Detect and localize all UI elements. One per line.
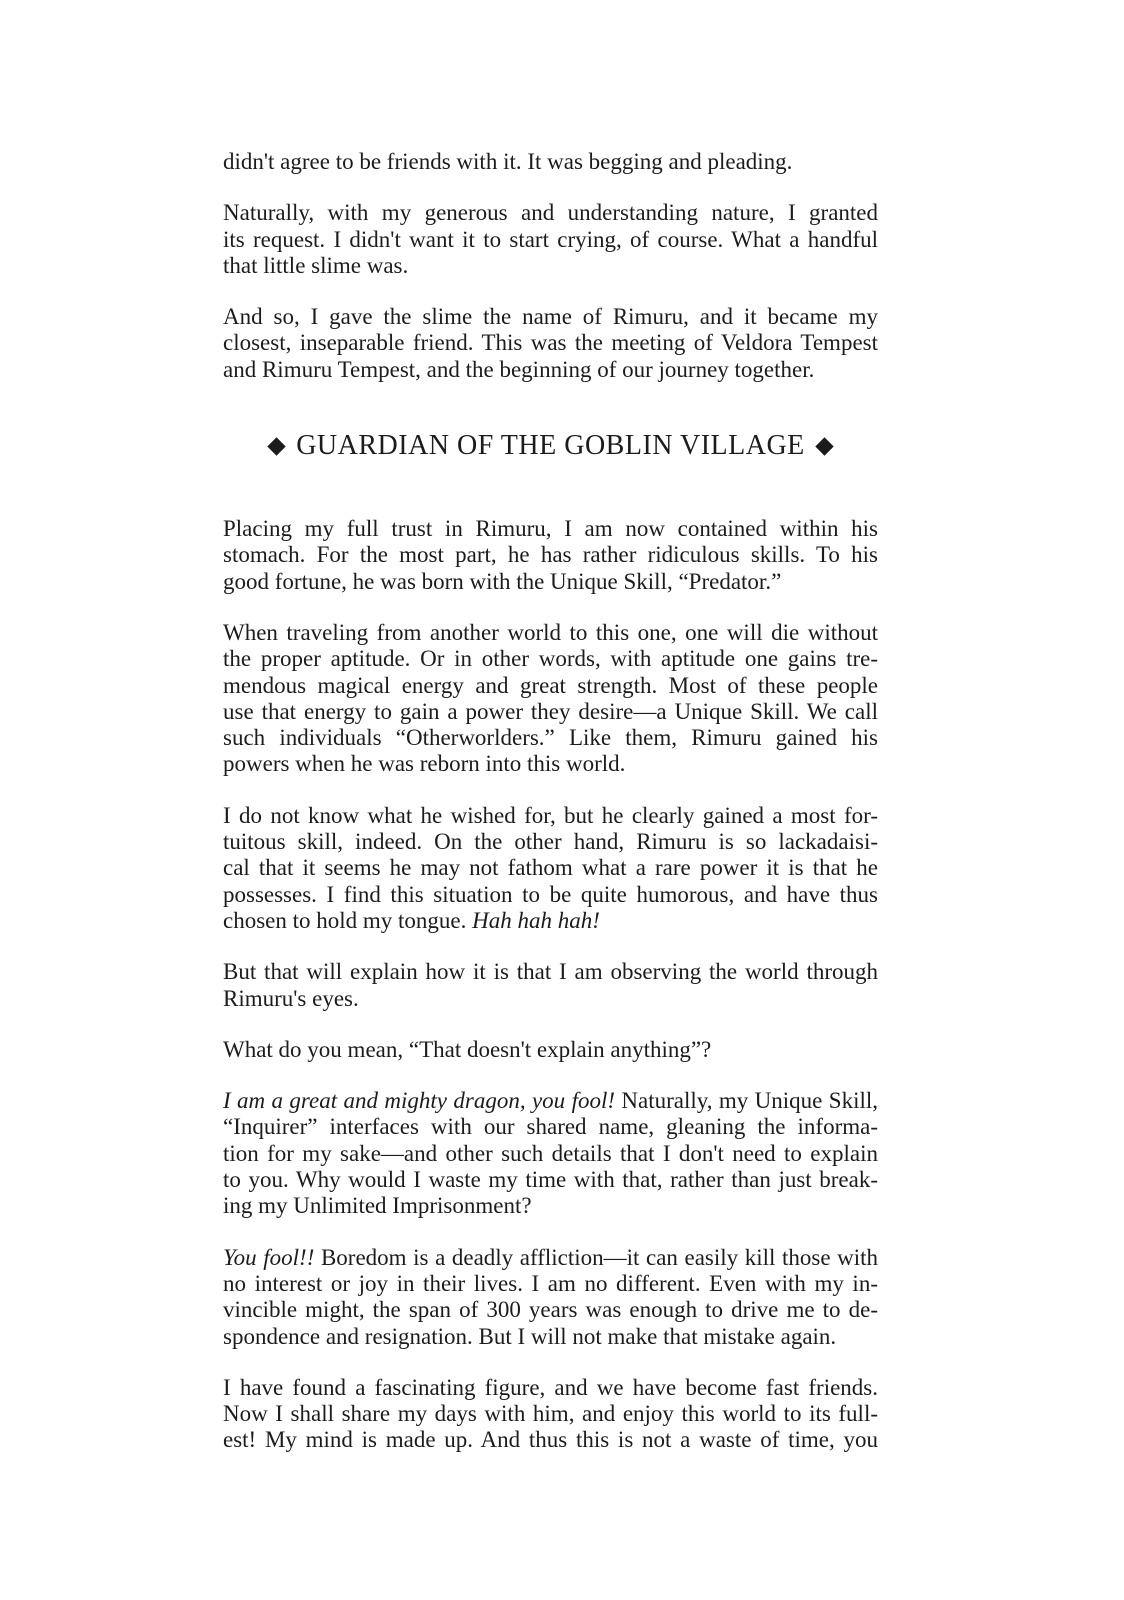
text-line: [223, 1037, 878, 1063]
text-line: [223, 1271, 878, 1297]
text-segment: tuitous skill, indeed. On the other hand, Rimuru is so lackadaisi-: [223, 829, 878, 855]
text-segment: Placing my full trust in Rimuru, I am now contained within his: [223, 516, 878, 542]
text-segment: stomach. For the most part, he has rather ridiculous skills. To his: [223, 542, 878, 568]
paragraph: [223, 1375, 878, 1454]
text-line: [223, 751, 878, 777]
text-line: [223, 253, 878, 279]
text-line: [223, 882, 878, 908]
text-line: [223, 803, 878, 829]
text-segment: didn't agree to be friends with it. It was begging and pleading.: [223, 149, 793, 174]
italic-text-segment: I am a great and mighty dragon, you fool!: [223, 1088, 616, 1114]
text-line: [223, 673, 878, 699]
text-segment: chosen to hold my tongue.: [223, 907, 473, 933]
text-line: [223, 357, 878, 383]
text-line: [223, 1167, 878, 1193]
text-line: [223, 304, 878, 330]
text-segment: But that will explain how it is that I am observing the world through: [223, 959, 878, 985]
section-heading-text: GUARDIAN OF THE GOBLIN VILLAGE: [296, 430, 805, 462]
text-segment: est! My mind is made up. And thus this is not a waste of time, you: [223, 1427, 878, 1453]
text-segment: powers when he was reborn into this world.: [223, 751, 626, 777]
text-segment: use that energy to gain a power they desire—a Unique Skill. We call: [223, 698, 878, 724]
text-segment: mendous magical energy and great strength. Most of these people: [223, 672, 878, 698]
text-line: [223, 330, 878, 356]
page-text: [223, 149, 878, 1479]
text-line: [223, 1141, 878, 1167]
text-segment: tion for my sake—and other such details that I don't need to explain: [223, 1140, 878, 1166]
paragraph: [223, 304, 878, 383]
text-line: [223, 1114, 878, 1140]
paragraph: [223, 959, 878, 1012]
paragraph: [223, 149, 878, 175]
text-line: [223, 1324, 878, 1350]
text-line: [223, 1297, 878, 1323]
paragraph: [223, 200, 878, 279]
paragraph: [223, 1037, 878, 1063]
text-segment: Naturally, my Unique Skill,: [615, 1088, 878, 1114]
text-segment: And so, I gave the slime the name of Rimuru, and it became my: [223, 304, 878, 330]
text-line: [223, 699, 878, 725]
text-segment: “Inquirer” interfaces with our shared name, gleaning the informa-: [223, 1114, 878, 1140]
text-line: [223, 1375, 878, 1401]
text-segment: possesses. I find this situation to be quite humorous, and have thus: [223, 881, 878, 907]
text-line: [223, 542, 878, 568]
text-line: [223, 829, 878, 855]
text-line: [223, 1401, 878, 1427]
paragraph: [223, 1088, 878, 1219]
text-segment: ing my Unlimited Imprisonment?: [223, 1193, 532, 1219]
text-segment: no interest or joy in their lives. I am no different. Even with my in-: [223, 1270, 878, 1296]
text-segment: When traveling from another world to this one, one will die without: [223, 619, 878, 645]
paragraph: [223, 803, 878, 934]
text-line: [223, 516, 878, 542]
text-line: [223, 200, 878, 226]
text-line: [223, 646, 878, 672]
text-line: [223, 908, 878, 934]
text-line: [223, 569, 878, 595]
text-line: [223, 1088, 878, 1114]
text-line: [223, 1245, 878, 1271]
italic-text-segment: Hah hah hah!: [472, 907, 600, 933]
text-segment: to you. Why would I waste my time with that, rather than just break-: [223, 1167, 878, 1193]
paragraph: [223, 1245, 878, 1350]
text-line: [223, 1193, 878, 1219]
text-segment: cal that it seems he may not fathom what a rare power it is that he: [223, 855, 878, 881]
paragraph: [223, 516, 878, 595]
text-segment: Now I shall share my days with him, and enjoy this world to its full-: [223, 1401, 878, 1427]
diamond-icon: [815, 437, 833, 455]
text-segment: spondence and resignation. But I will not make that mistake again.: [223, 1323, 837, 1349]
text-segment: Boredom is a deadly affliction—it can easily kill those with: [314, 1244, 879, 1270]
text-segment: such individuals “Otherworlders.” Like them, Rimuru gained his: [223, 725, 878, 751]
text-line: [223, 855, 878, 881]
text-line: [223, 227, 878, 253]
italic-text-segment: You fool!!: [223, 1244, 315, 1270]
section-heading: [223, 429, 878, 463]
text-segment: its request. I didn't want it to start crying, of course. What a handful: [223, 226, 878, 252]
paragraph: [223, 620, 878, 778]
text-segment: good fortune, he was born with the Unique Skill, “Predator.”: [223, 568, 782, 594]
text-line: [223, 725, 878, 751]
text-segment: and Rimuru Tempest, and the beginning of our journey together.: [223, 356, 815, 382]
text-segment: the proper aptitude. Or in other words, with aptitude one gains tre-: [223, 646, 878, 672]
text-segment: vincible might, the span of 300 years was enough to drive me to de-: [223, 1297, 878, 1323]
text-segment: Naturally, with my generous and understanding nature, I granted: [223, 200, 878, 226]
text-segment: What do you mean, “That doesn't explain anything”?: [223, 1036, 712, 1062]
text-segment: I have found a fascinating figure, and we have become fast friends.: [223, 1374, 878, 1400]
text-segment: Rimuru's eyes.: [223, 985, 359, 1011]
text-segment: closest, inseparable friend. This was the meeting of Veldora Tempest: [223, 330, 878, 356]
diamond-icon: [267, 437, 285, 455]
text-line: [223, 1427, 878, 1453]
text-segment: I do not know what he wished for, but he clearly gained a most for-: [223, 802, 878, 828]
text-line: [223, 986, 878, 1012]
text-line: [223, 959, 878, 985]
text-line: [223, 620, 878, 646]
text-segment: that little slime was.: [223, 252, 409, 278]
text-line: [223, 149, 878, 175]
